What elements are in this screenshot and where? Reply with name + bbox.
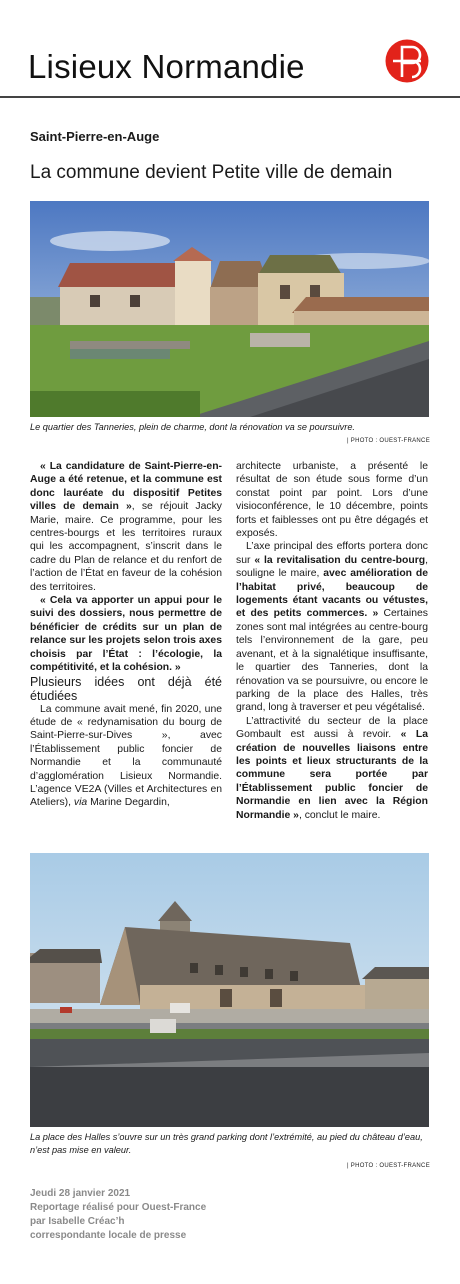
paragraph: L’attractivité du secteur de la place Gombault est aussi à revoir. « La création de nouvelles liaisons entre les points et lieux structurants de la commune sera portée par l’Établissement public foncier de Normandie en lien avec la Région Normandie », conclut le maire. bbox=[236, 715, 428, 821]
halles-credit: | PHOTO : OUEST-FRANCE bbox=[346, 1163, 430, 1169]
paragraph: architecte urbaniste, a présenté le résultat de son étude sous forme d’un constat point par point. Lors d’une visioconférence, le 10 décembre, points forts et faiblesses ont pu être dégagés et exposés. bbox=[236, 461, 428, 540]
subhead: Plusieurs idées ont déjà été étudiées bbox=[30, 674, 222, 703]
tanneries-photo bbox=[30, 201, 429, 417]
tanneries-credit: | PHOTO : OUEST-FRANCE bbox=[346, 438, 430, 444]
article-column-1 bbox=[30, 460, 222, 810]
halles-caption: La place des Halles s’ouvre sur un très grand parking dont l’extrémité, au pied du château d’eau, n’est pas mise en valeur. bbox=[30, 1132, 423, 1155]
masthead bbox=[0, 0, 460, 98]
paragraph: L’axe principal des efforts portera donc sur « la revitalisation du centre-bourg, souligne le maire, avec amélioration de l’habitat privé, beaucoup de logements étant vacants ou vétustes, et des petits commerces. » Certaines zones sont mal intégrées au centre-bourg tels l’environnement de la gare, peu avenant, et à la signalétique insuffisante, le quartier des Tanneries, dont la rénovation va se poursuivre, ou encore le parking de la place des Halles, très grand, long à traverser et peu végétalisé. bbox=[236, 541, 428, 714]
masthead-title: Lisieux Normandie bbox=[28, 48, 305, 85]
article-footer bbox=[30, 1187, 206, 1243]
footer-report: Reportage réalisé pour Ouest-France bbox=[30, 1202, 207, 1213]
masthead-rule bbox=[0, 96, 460, 98]
tanneries-caption: Le quartier des Tanneries, plein de charme, dont la rénovation va se poursuivre. bbox=[30, 422, 355, 432]
paragraph: « Cela va apporter un appui pour le suivi des dossiers, nous permettre de bénéficier de crédits sur un plan de relance sur les projets selon trois axes choisis par l’État : l’écologie, la compétitivité, et la cohésion. » bbox=[30, 595, 222, 674]
article-column-2 bbox=[236, 460, 428, 822]
footer-role: correspondante locale de presse bbox=[30, 1230, 187, 1241]
paragraph: La commune avait mené, fin 2020, une étude de « redynamisation du bourg de Saint-Pierre-sur-Dives », avec l’Établissement public foncier de Normandie et la communauté d’agglomération Lisieux Normandie. L’agence VE2A (Villes et Architectures en Ateliers), via Marine Degardin, bbox=[30, 703, 222, 809]
ouest-france-logo-icon bbox=[385, 39, 429, 83]
article-headline: La commune devient Petite ville de demain bbox=[30, 162, 393, 183]
halles-photo bbox=[30, 853, 429, 1127]
footer-author: par Isabelle Créac’h bbox=[30, 1216, 125, 1227]
footer-date: Jeudi 28 janvier 2021 bbox=[30, 1188, 131, 1199]
article-kicker: Saint-Pierre-en-Auge bbox=[30, 129, 160, 144]
paragraph: « La candidature de Saint-Pierre-en-Auge a été retenue, et la commune est donc lauréate du dispositif Petites villes de demain », se réjouit Jacky Marie, maire. Ce programme, pour les centres-bourgs et les territoires ruraux qui les accompagnent, s’inscrit dans le cadre du Plan de relance et du renfort de l’action de l’État en faveur de la cohésion des territoires. bbox=[30, 461, 222, 593]
